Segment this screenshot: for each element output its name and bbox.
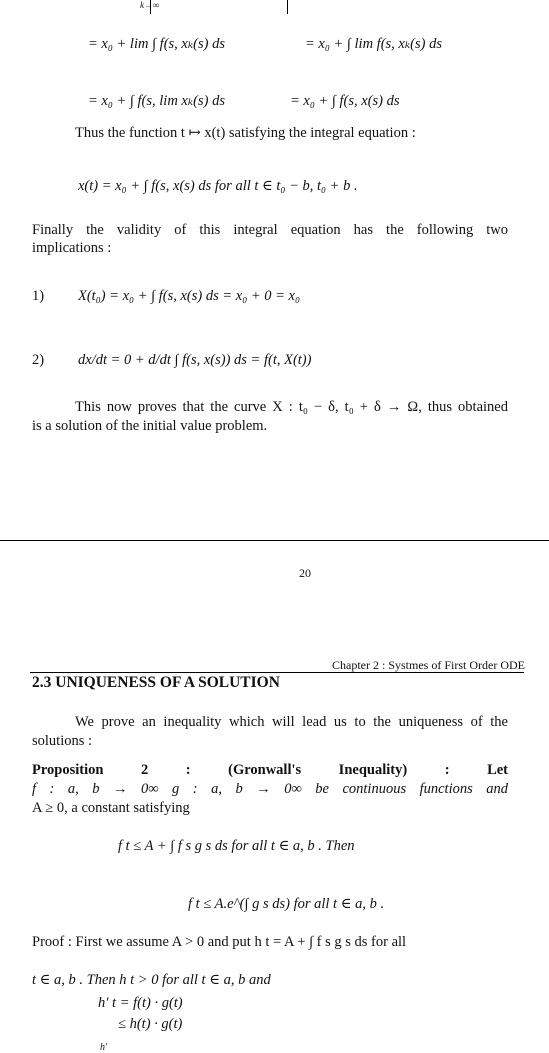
clipped-top-fragment: k→∞ (140, 0, 160, 10)
proves-line-1: This now proves that the curve X : t₀ − δ, t₀ + δ → Ω, thus obtained (75, 399, 508, 415)
page-number: 20 (299, 566, 311, 580)
intro-line-1: We prove an inequality which will lead us to the uniqueness of the (75, 714, 508, 730)
finally-line-1: Finally the validity of this integral equation has the following two (32, 222, 508, 238)
page-footer-rule (0, 540, 549, 541)
implication-1-equation: X(t₀) = x₀ + ∫ f(s, x(s) ds = x₀ + 0 = x₀ (78, 288, 301, 304)
section-title: 2.3 UNIQUENESS OF A SOLUTION (32, 674, 280, 691)
proof-line-1: Proof : First we assume A > 0 and put h t = A + ∫ f s g s ds for all (32, 934, 407, 950)
derivative-line-1: h′ t = f(t) · g(t) (98, 995, 183, 1011)
equation-line-2b: = x₀ + ∫ f(s, x(s) ds (290, 93, 400, 109)
inequality-conclusion: f t ≤ A.e^(∫ g s ds) for all t ∈ a, b . (188, 896, 385, 912)
implication-1-number: 1) (32, 288, 45, 304)
intro-line-2: solutions : (32, 733, 93, 749)
running-header: Chapter 2 : Systmes of First Order ODE (332, 658, 525, 672)
clipped-bottom-fragment: h′ (100, 1042, 108, 1053)
header-rule (30, 672, 524, 673)
inequality-hypothesis: f t ≤ A + ∫ f s g s ds for all t ∈ a, b . Then (118, 838, 355, 854)
proof-line-2: t ∈ a, b . Then h t > 0 for all t ∈ a, b and (32, 972, 271, 988)
equation-line-1a: = x₀ + lim ∫ f(s, xₖ(s) ds (88, 36, 225, 52)
implication-2-number: 2) (32, 352, 45, 368)
equation-line-1b: = x₀ + ∫ lim f(s, xₖ(s) ds (305, 36, 442, 52)
proposition-line-2: f : a, b → 0∞ g : a, b → 0∞ be continuous functions and (32, 781, 508, 797)
equation-line-2a: = x₀ + ∫ f(s, lim xₖ(s) ds (88, 93, 225, 109)
bracket-left (150, 0, 152, 14)
proposition-line-3: A ≥ 0, a constant satisfying (32, 800, 190, 816)
proves-line-2: is a solution of the initial value problem. (32, 418, 268, 434)
bracket-right (287, 0, 289, 14)
finally-line-2: implications : (32, 240, 112, 256)
proposition-heading: Proposition 2 : (Gronwall's Inequality) : Let (32, 762, 508, 778)
implication-2-equation: dx/dt = 0 + d/dt ∫ f(s, x(s)) ds = f(t, X(t)) (78, 352, 312, 368)
integral-equation: x(t) = x₀ + ∫ f(s, x(s) ds for all t ∈ t₀ − b, t₀ + b . (78, 178, 358, 194)
derivative-line-2: ≤ h(t) · g(t) (118, 1016, 183, 1032)
thus-statement: Thus the function t ↦ x(t) satisfying the integral equation : (75, 125, 416, 141)
